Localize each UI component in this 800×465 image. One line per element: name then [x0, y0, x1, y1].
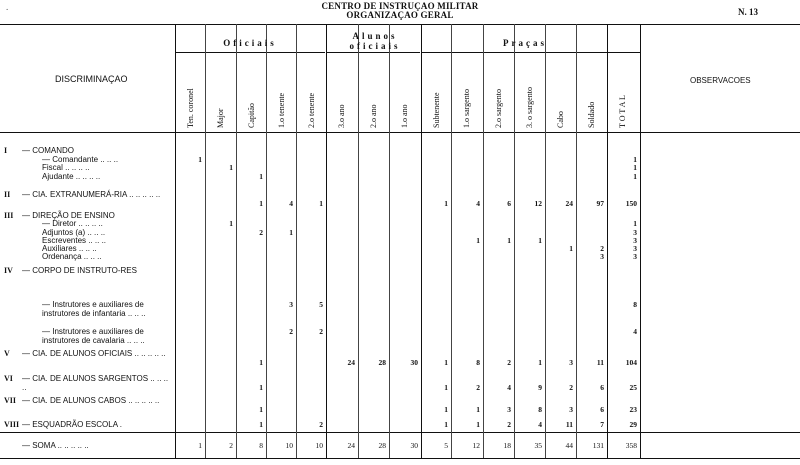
table-cell: 1 — [259, 383, 263, 392]
table-bottom-border — [0, 458, 800, 459]
column-divider — [266, 24, 267, 458]
table-cell: 24 — [347, 441, 355, 450]
table-cell: 12 — [472, 441, 480, 450]
table-cell: 3 — [569, 405, 573, 414]
row-label: Adjuntos (a) .. .. .. — [42, 228, 106, 237]
table-cell: 2 — [476, 383, 480, 392]
table-cell: 3 — [633, 244, 637, 253]
table-cell: 2 — [569, 383, 573, 392]
table-cell: 1 — [633, 172, 637, 181]
row-roman-numeral: I — [4, 146, 8, 155]
table-cell: 1 — [259, 172, 263, 181]
group-underline-oficiais — [175, 52, 325, 53]
table-cell: 1 — [633, 155, 637, 164]
row-roman-numeral: V — [4, 349, 10, 358]
column-header: 2.o ano — [369, 104, 378, 128]
table-cell: 8 — [259, 441, 263, 450]
column-header: Major — [216, 108, 225, 128]
table-cell: 1 — [259, 358, 263, 367]
table-cell: 8 — [633, 300, 637, 309]
table-cell: 1 — [507, 236, 511, 245]
table-cell: 10 — [315, 441, 323, 450]
table-cell: 4 — [476, 199, 480, 208]
column-header: Soldado — [587, 101, 596, 128]
table-cell: 2 — [319, 420, 323, 429]
table-cell: 35 — [534, 441, 542, 450]
row-label: — ESQUADRÃO ESCOLA . — [22, 420, 123, 429]
table-cell: 3 — [633, 236, 637, 245]
row-label: — COMANDO — [22, 146, 74, 155]
group-alunos-line1: Alunos — [352, 31, 398, 41]
table-cell: 23 — [629, 405, 637, 414]
table-cell: 9 — [538, 383, 542, 392]
row-label: Ordenança .. .. .. — [42, 252, 102, 261]
table-cell: 1 — [289, 228, 293, 237]
table-cell: 30 — [410, 358, 418, 367]
column-header: 1.o tenente — [277, 92, 286, 128]
row-label: — Instrutores e auxiliares de instrutores de cavalaria .. .. .. — [42, 327, 145, 345]
table-cell: 1 — [476, 236, 480, 245]
observacoes-header: OBSERVACOES — [690, 76, 751, 85]
column-header: 1.o sargento — [462, 89, 471, 128]
page-header — [0, 2, 800, 20]
table-top-border — [0, 24, 800, 25]
table-cell: 4 — [633, 327, 637, 336]
table-cell: 8 — [538, 405, 542, 414]
table-cell: 104 — [625, 358, 637, 367]
table-cell: 3 — [569, 358, 573, 367]
row-label: — CIA. EXTRANUMERÁ-RIA .. .. .. .. .. — [22, 190, 161, 199]
table-cell: 5 — [444, 441, 448, 450]
table-cell: 1 — [444, 405, 448, 414]
table-cell: 6 — [600, 405, 604, 414]
table-cell: 10 — [285, 441, 293, 450]
table-cell: 6 — [600, 383, 604, 392]
column-divider — [545, 24, 546, 458]
column-divider — [358, 24, 359, 458]
table-cell: 131 — [592, 441, 604, 450]
column-header: 3. o sargento — [525, 87, 534, 128]
column-divider — [421, 24, 422, 458]
table-cell: 1 — [229, 163, 233, 172]
column-divider — [389, 24, 390, 458]
table-cell: 44 — [565, 441, 573, 450]
group-alunos-line2: oficiais — [349, 41, 401, 51]
table-cell: 24 — [347, 358, 355, 367]
table-cell: 1 — [476, 420, 480, 429]
column-divider — [175, 24, 176, 458]
row-label: — CIA. DE ALUNOS SARGENTOS .. .. .. .. — [22, 374, 169, 392]
table-cell: 1 — [569, 244, 573, 253]
page-subtitle: ORGANIZAÇAO GERAL — [346, 10, 454, 20]
table-cell: 1 — [444, 420, 448, 429]
column-divider — [640, 24, 641, 458]
row-label: Fiscal .. .. .. .. — [42, 163, 90, 172]
table-cell: 2 — [229, 441, 233, 450]
table-cell: 24 — [565, 199, 573, 208]
table-cell: 1 — [444, 383, 448, 392]
table-cell: 4 — [289, 199, 293, 208]
column-divider — [236, 24, 237, 458]
table-cell: 2 — [600, 244, 604, 253]
table-cell: 1 — [444, 199, 448, 208]
table-cell: 3 — [633, 252, 637, 261]
table-cell: 1 — [198, 441, 202, 450]
column-header: 2.o sargento — [494, 89, 503, 128]
table-cell: 1 — [259, 199, 263, 208]
group-underline-alunos — [326, 52, 420, 53]
table-cell: 5 — [319, 300, 323, 309]
table-cell: 1 — [538, 236, 542, 245]
table-cell: 1 — [259, 420, 263, 429]
table-cell: 2 — [319, 327, 323, 336]
column-header: Subtenente — [432, 92, 441, 128]
column-divider — [326, 24, 327, 458]
column-header: Capitão — [247, 103, 256, 128]
row-label: Escreventes .. .. .. — [42, 236, 107, 245]
table-cell: 1 — [633, 219, 637, 228]
table-cell: 2 — [507, 358, 511, 367]
table-cell: 2 — [289, 327, 293, 336]
table-cell: 7 — [600, 420, 604, 429]
row-label: — CIA. DE ALUNOS OFICIAIS .. .. .. .. .. — [22, 349, 166, 358]
column-divider — [296, 24, 297, 458]
table-cell: 2 — [507, 420, 511, 429]
column-divider — [205, 24, 206, 458]
column-header: Cabo — [556, 111, 565, 128]
row-roman-numeral: VI — [4, 374, 13, 383]
row-label: — Instrutores e auxiliares de instrutores de infantaria .. .. .. — [42, 300, 146, 318]
table-cell: 12 — [534, 199, 542, 208]
table-cell: 11 — [596, 358, 604, 367]
group-oficiais: Oficiais — [223, 38, 277, 48]
table-cell: 3 — [289, 300, 293, 309]
table-cell: 1 — [538, 358, 542, 367]
table-cell: 25 — [629, 383, 637, 392]
row-label: — Diretor .. .. .. .. — [42, 219, 103, 228]
column-header: 3.o ano — [337, 104, 346, 128]
page-number: N. 13 — [738, 7, 758, 17]
table-cell: 3 — [507, 405, 511, 414]
row-label: Auxiliares .. .. .. — [42, 244, 97, 253]
table-cell: 28 — [378, 358, 386, 367]
total-separator — [0, 432, 800, 433]
table-cell: 3 — [633, 228, 637, 237]
table-cell: 358 — [625, 441, 637, 450]
page-title: CENTRO DE INSTRUÇAO MILITAR — [321, 1, 479, 11]
row-label: — Comandante .. .. .. — [42, 155, 119, 164]
column-header: T O T A L — [618, 95, 627, 128]
table-cell: 18 — [503, 441, 511, 450]
corner-mark: . — [6, 2, 9, 12]
header-bottom-border — [0, 132, 800, 133]
row-label: Ajudante .. .. .. .. — [42, 172, 101, 181]
table-cell: 28 — [378, 441, 386, 450]
table-cell: 1 — [259, 405, 263, 414]
table-cell: 29 — [629, 420, 637, 429]
group-alunos — [330, 31, 420, 51]
table-cell: 1 — [198, 155, 202, 164]
table-cell: 1 — [319, 199, 323, 208]
table-cell: 1 — [444, 358, 448, 367]
row-roman-numeral: III — [4, 211, 14, 220]
row-label: — CORPO DE INSTRUTO-RES — [22, 266, 137, 275]
table-cell: 4 — [507, 383, 511, 392]
table-cell: 1 — [476, 405, 480, 414]
row-label: — DIREÇÃO DE ENSINO — [22, 211, 115, 220]
table-cell: 6 — [507, 199, 511, 208]
table-cell: 97 — [596, 199, 604, 208]
table-cell: 1 — [633, 163, 637, 172]
table-cell: 3 — [600, 252, 604, 261]
table-cell: 4 — [538, 420, 542, 429]
group-pracas: Praças — [503, 38, 547, 48]
row-label: — SOMA .. .. .. .. .. — [22, 441, 89, 450]
table-cell: 2 — [259, 228, 263, 237]
row-roman-numeral: II — [4, 190, 11, 199]
column-header: Ten. coronel — [186, 88, 195, 128]
table-cell: 8 — [476, 358, 480, 367]
row-roman-numeral: VII — [4, 396, 17, 405]
column-header: 1.o ano — [400, 104, 409, 128]
table-cell: 150 — [625, 199, 637, 208]
row-roman-numeral: IV — [4, 266, 13, 275]
column-header: 2.o tenente — [307, 92, 316, 128]
discriminacao-header: DISCRIMINAÇAO — [55, 74, 128, 84]
table-cell: 1 — [229, 219, 233, 228]
column-divider — [576, 24, 577, 458]
table-cell: 30 — [410, 441, 418, 450]
row-roman-numeral: VIII — [4, 420, 20, 429]
table-cell: 11 — [565, 420, 573, 429]
row-label: — CIA. DE ALUNOS CABOS .. .. .. .. .. — [22, 396, 160, 405]
